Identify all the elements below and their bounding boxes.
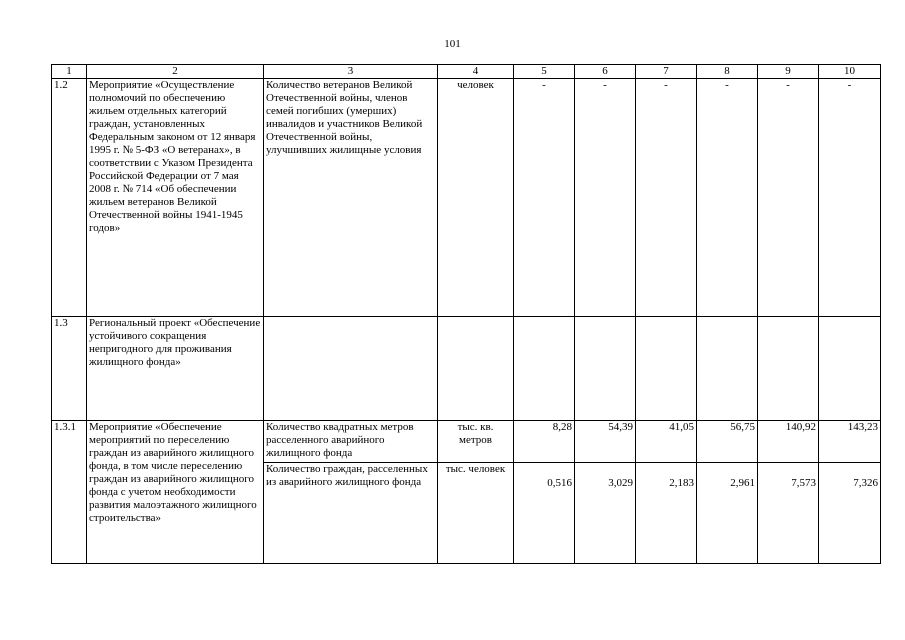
row-code: 1.3 xyxy=(52,317,87,421)
column-header: 7 xyxy=(636,65,697,79)
value-cell: - xyxy=(697,79,758,317)
column-header: 3 xyxy=(264,65,438,79)
unit-cell xyxy=(438,317,514,421)
value-cell: 3,029 xyxy=(575,463,636,564)
table-row xyxy=(52,79,881,317)
event-cell: Региональный проект «Обеспечение устойчивого сокращения непригодного для проживания жилищного фонда» xyxy=(87,317,264,421)
column-header: 9 xyxy=(758,65,819,79)
unit-cell: человек xyxy=(438,79,514,317)
unit-cell: тыс. человек xyxy=(438,463,514,564)
value-cell: 56,75 xyxy=(697,421,758,463)
value-cell: 7,573 xyxy=(758,463,819,564)
value-cell xyxy=(819,317,881,421)
column-header: 1 xyxy=(52,65,87,79)
value-cell: 2,961 xyxy=(697,463,758,564)
column-header: 2 xyxy=(87,65,264,79)
value-cell: - xyxy=(575,79,636,317)
indicator-cell: Количество квадратных метров расселенного аварийного жилищного фонда xyxy=(264,421,438,463)
value-cell: 41,05 xyxy=(636,421,697,463)
column-header: 4 xyxy=(438,65,514,79)
value-cell: 8,28 xyxy=(514,421,575,463)
value-cell: - xyxy=(514,79,575,317)
table-row xyxy=(52,317,881,421)
value-cell: - xyxy=(758,79,819,317)
column-header: 6 xyxy=(575,65,636,79)
value-cell: - xyxy=(819,79,881,317)
row-code: 1.3.1 xyxy=(52,421,87,564)
value-cell: 2,183 xyxy=(636,463,697,564)
column-header: 10 xyxy=(819,65,881,79)
indicator-cell xyxy=(264,317,438,421)
event-cell: Мероприятие «Обеспечение мероприятий по переселению граждан из аварийного жилищного фонда, в том числе переселению граждан из аварийного жилищного фонда с учетом необходимости развития малоэтажного жилищного строительства» xyxy=(87,421,264,564)
value-cell: 7,326 xyxy=(819,463,881,564)
value-cell: 54,39 xyxy=(575,421,636,463)
value-cell xyxy=(514,317,575,421)
value-cell xyxy=(575,317,636,421)
header-row xyxy=(52,65,881,79)
value-cell: 140,92 xyxy=(758,421,819,463)
indicators-table xyxy=(51,64,881,564)
column-header: 5 xyxy=(514,65,575,79)
page-number: 101 xyxy=(444,38,461,50)
value-cell xyxy=(636,317,697,421)
value-cell xyxy=(758,317,819,421)
event-cell: Мероприятие «Осуществление полномочий по обеспечению жильем отдельных категорий граждан, установленных Федеральным законом от 12 января 1995 г. № 5-ФЗ «О ветеранах», в соответствии с Указом Президента Российской Федерации от 7 мая 2008 г. № 714 «Об обеспечении жильем ветеранов Великой Отечественной войны 1941-1945 годов» xyxy=(87,79,264,317)
unit-cell: тыс. кв. метров xyxy=(438,421,514,463)
value-cell: - xyxy=(636,79,697,317)
indicator-cell: Количество граждан, расселенных из аварийного жилищного фонда xyxy=(264,463,438,564)
value-cell: 0,516 xyxy=(514,463,575,564)
value-cell: 143,23 xyxy=(819,421,881,463)
indicator-cell: Количество ветеранов Великой Отечественной войны, членов семей погибших (умерших) инвалидов и участников Великой Отечественной войны, улучшивших жилищные условия xyxy=(264,79,438,317)
column-header: 8 xyxy=(697,65,758,79)
row-code: 1.2 xyxy=(52,79,87,317)
table-row xyxy=(52,421,881,463)
value-cell xyxy=(697,317,758,421)
